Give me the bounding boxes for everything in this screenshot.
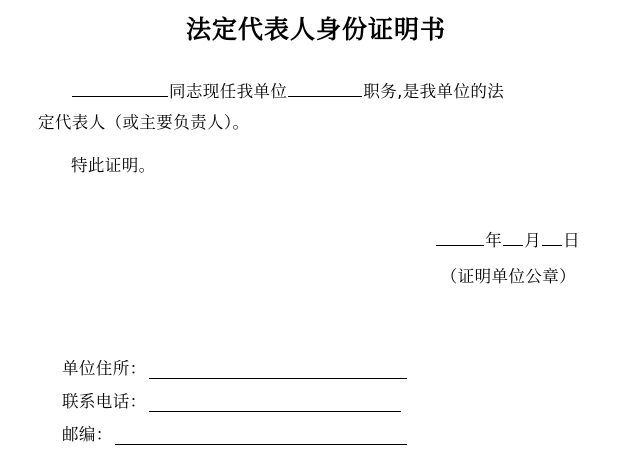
day-blank[interactable] [542,229,562,246]
contact-fields [62,350,407,449]
zipcode-label: 邮编： [62,425,113,444]
page-title: 法定代表人身份证明书 [185,15,446,44]
main-paragraph-line2: 定代表人（或主要负责人）。 [38,113,250,132]
address-input-blank[interactable] [149,361,407,379]
year-label: 年 [485,231,503,250]
document-page [0,10,632,444]
main-paragraph [38,76,590,107]
field-row-address [62,350,407,379]
statement-text: 特此证明。 [71,156,156,175]
paragraph-text-part1: 同志现任我单位 [169,82,288,101]
representative-name-blank[interactable] [72,80,168,97]
document-body [0,76,632,181]
field-row-phone [62,383,407,412]
month-blank[interactable] [503,229,523,246]
phone-input-blank[interactable] [149,394,401,412]
address-label: 单位住所： [62,359,147,378]
year-blank[interactable] [436,229,484,246]
zipcode-input-blank[interactable] [115,427,407,445]
month-label: 月 [524,231,542,250]
phone-label: 联系电话： [62,392,147,411]
seal-note: （证明单位公章） [440,267,576,286]
field-row-zipcode [62,416,407,445]
paragraph-text-part2: 职务,是我单位的法 [363,82,505,101]
day-label: 日 [563,231,580,250]
position-blank[interactable] [288,80,362,97]
date-line [0,227,632,251]
